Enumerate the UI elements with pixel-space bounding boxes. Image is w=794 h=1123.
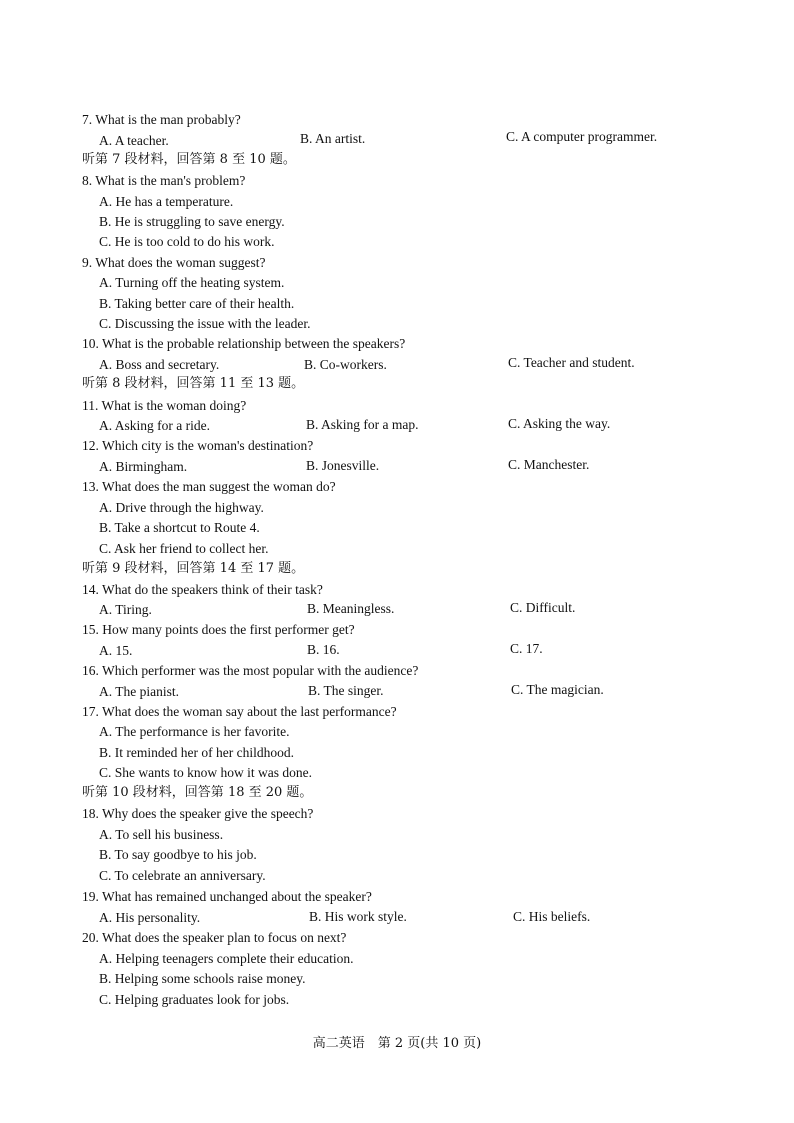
- option-17a: A. The performance is her favorite.: [99, 724, 290, 739]
- question-10: 10. What is the probable relationship between the speakers?: [82, 336, 406, 351]
- option-8c: C. He is too cold to do his work.: [99, 234, 275, 249]
- option-13a: A. Drive through the highway.: [99, 500, 264, 515]
- option-16b: B. The singer.: [308, 683, 384, 698]
- question-9: 9. What does the woman suggest?: [82, 255, 266, 270]
- option-14a: A. Tiring.: [99, 602, 152, 617]
- question-7: 7. What is the man probably?: [82, 112, 241, 127]
- option-20a: A. Helping teenagers complete their education.: [99, 951, 354, 966]
- section-instruction-8: 听第 8 段材料，回答第 11 至 13 题。: [82, 376, 305, 391]
- option-9b: B. Taking better care of their health.: [99, 296, 295, 311]
- question-16: 16. Which performer was the most popular with the audience?: [82, 663, 419, 678]
- option-11c: C. Asking the way.: [508, 416, 611, 431]
- question-13: 13. What does the man suggest the woman do?: [82, 479, 336, 494]
- option-15b: B. 16.: [307, 642, 340, 657]
- option-7c: C. A computer programmer.: [506, 129, 658, 144]
- option-20b: B. Helping some schools raise money.: [99, 971, 306, 986]
- option-16a: A. The pianist.: [99, 684, 179, 699]
- question-19: 19. What has remained unchanged about the speaker?: [82, 889, 372, 904]
- option-10a: A. Boss and secretary.: [99, 357, 220, 372]
- page-footer: 高二英语 第 2 页(共 10 页): [312, 1036, 482, 1051]
- question-8: 8. What is the man's problem?: [82, 173, 246, 188]
- section-instruction-9: 听第 9 段材料，回答第 14 至 17 题。: [82, 561, 305, 576]
- option-19b: B. His work style.: [309, 909, 407, 924]
- question-14: 14. What do the speakers think of their task?: [82, 582, 323, 597]
- option-19c: C. His beliefs.: [513, 909, 591, 924]
- question-18: 18. Why does the speaker give the speech?: [82, 806, 314, 821]
- option-20c: C. Helping graduates look for jobs.: [99, 992, 290, 1007]
- option-11b: B. Asking for a map.: [306, 417, 419, 432]
- option-13b: B. Take a shortcut to Route 4.: [99, 520, 260, 535]
- option-14b: B. Meaningless.: [307, 601, 395, 616]
- option-16c: C. The magician.: [511, 682, 604, 697]
- option-11a: A. Asking for a ride.: [99, 418, 210, 433]
- option-9a: A. Turning off the heating system.: [99, 275, 285, 290]
- option-7b: B. An artist.: [300, 131, 366, 146]
- option-15c: C. 17.: [510, 641, 543, 656]
- option-17c: C. She wants to know how it was done.: [99, 765, 312, 780]
- option-9c: C. Discussing the issue with the leader.: [99, 316, 311, 331]
- option-8b: B. He is struggling to save energy.: [99, 214, 285, 229]
- option-18a: A. To sell his business.: [99, 827, 224, 842]
- option-12b: B. Jonesville.: [306, 458, 380, 473]
- question-17: 17. What does the woman say about the last performance?: [82, 704, 397, 719]
- option-17b: B. It reminded her of her childhood.: [99, 745, 294, 760]
- question-20: 20. What does the speaker plan to focus on next?: [82, 930, 347, 945]
- option-18b: B. To say goodbye to his job.: [99, 847, 257, 862]
- question-11: 11. What is the woman doing?: [82, 398, 247, 413]
- question-12: 12. Which city is the woman's destination?: [82, 438, 314, 453]
- option-7a: A. A teacher.: [99, 133, 169, 148]
- option-19a: A. His personality.: [99, 910, 201, 925]
- section-instruction-7: 听第 7 段材料，回答第 8 至 10 题。: [82, 152, 296, 167]
- option-18c: C. To celebrate an anniversary.: [99, 868, 266, 883]
- option-13c: C. Ask her friend to collect her.: [99, 541, 269, 556]
- option-12c: C. Manchester.: [508, 457, 590, 472]
- option-14c: C. Difficult.: [510, 600, 576, 615]
- section-instruction-10: 听第 10 段材料，回答第 18 至 20 题。: [82, 785, 313, 800]
- option-10c: C. Teacher and student.: [508, 355, 635, 370]
- option-8a: A. He has a temperature.: [99, 194, 234, 209]
- question-15: 15. How many points does the first performer get?: [82, 622, 355, 637]
- option-15a: A. 15.: [99, 643, 133, 658]
- option-10b: B. Co-workers.: [304, 357, 387, 372]
- option-12a: A. Birmingham.: [99, 459, 188, 474]
